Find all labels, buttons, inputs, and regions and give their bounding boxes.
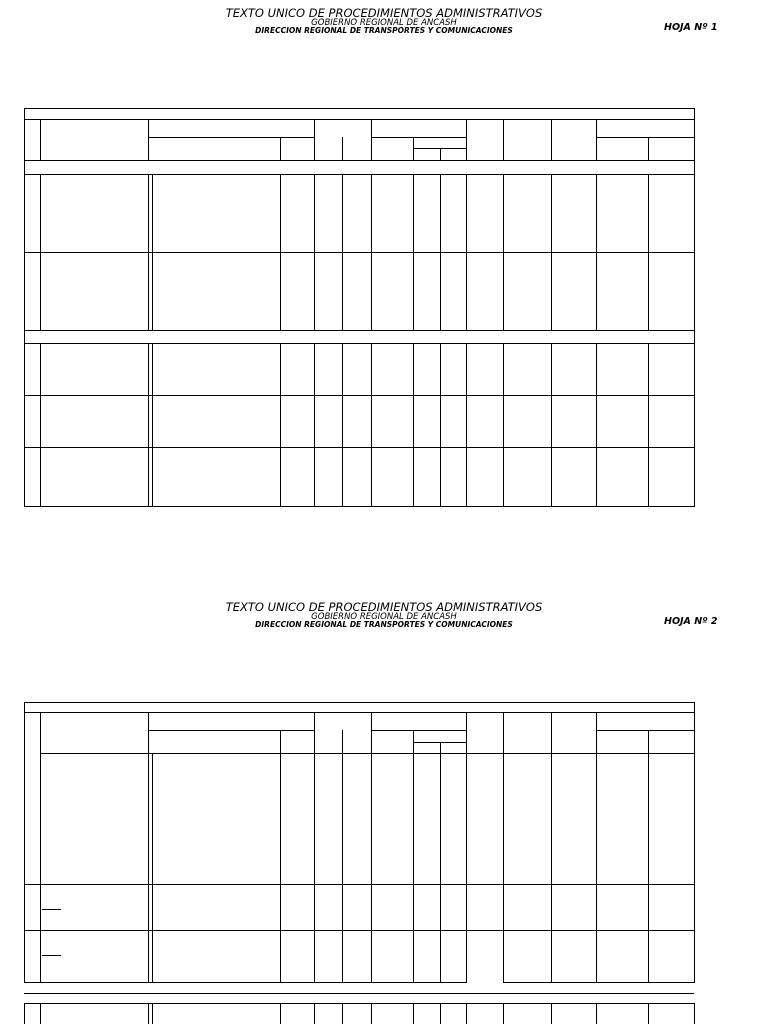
sheet-number: HOJA Nº 1: [664, 22, 718, 33]
document-title: TEXTO UNICO DE PROCEDIMIENTOS ADMINISTRATIVOS: [225, 600, 543, 614]
document-title: TEXTO UNICO DE PROCEDIMIENTOS ADMINISTRATIVOS: [225, 6, 543, 20]
procedures-table-sheet-2: [0, 690, 768, 1024]
government-name: GOBIERNO REGIONAL DE ANCASH: [311, 612, 457, 622]
sheet-number: HOJA Nº 2: [664, 616, 718, 627]
government-name: GOBIERNO REGIONAL DE ANCASH: [311, 18, 457, 28]
department-name: DIRECCION REGIONAL DE TRANSPORTES Y COMUNICACIONES: [255, 620, 513, 629]
department-name: DIRECCION REGIONAL DE TRANSPORTES Y COMUNICACIONES: [255, 26, 513, 35]
